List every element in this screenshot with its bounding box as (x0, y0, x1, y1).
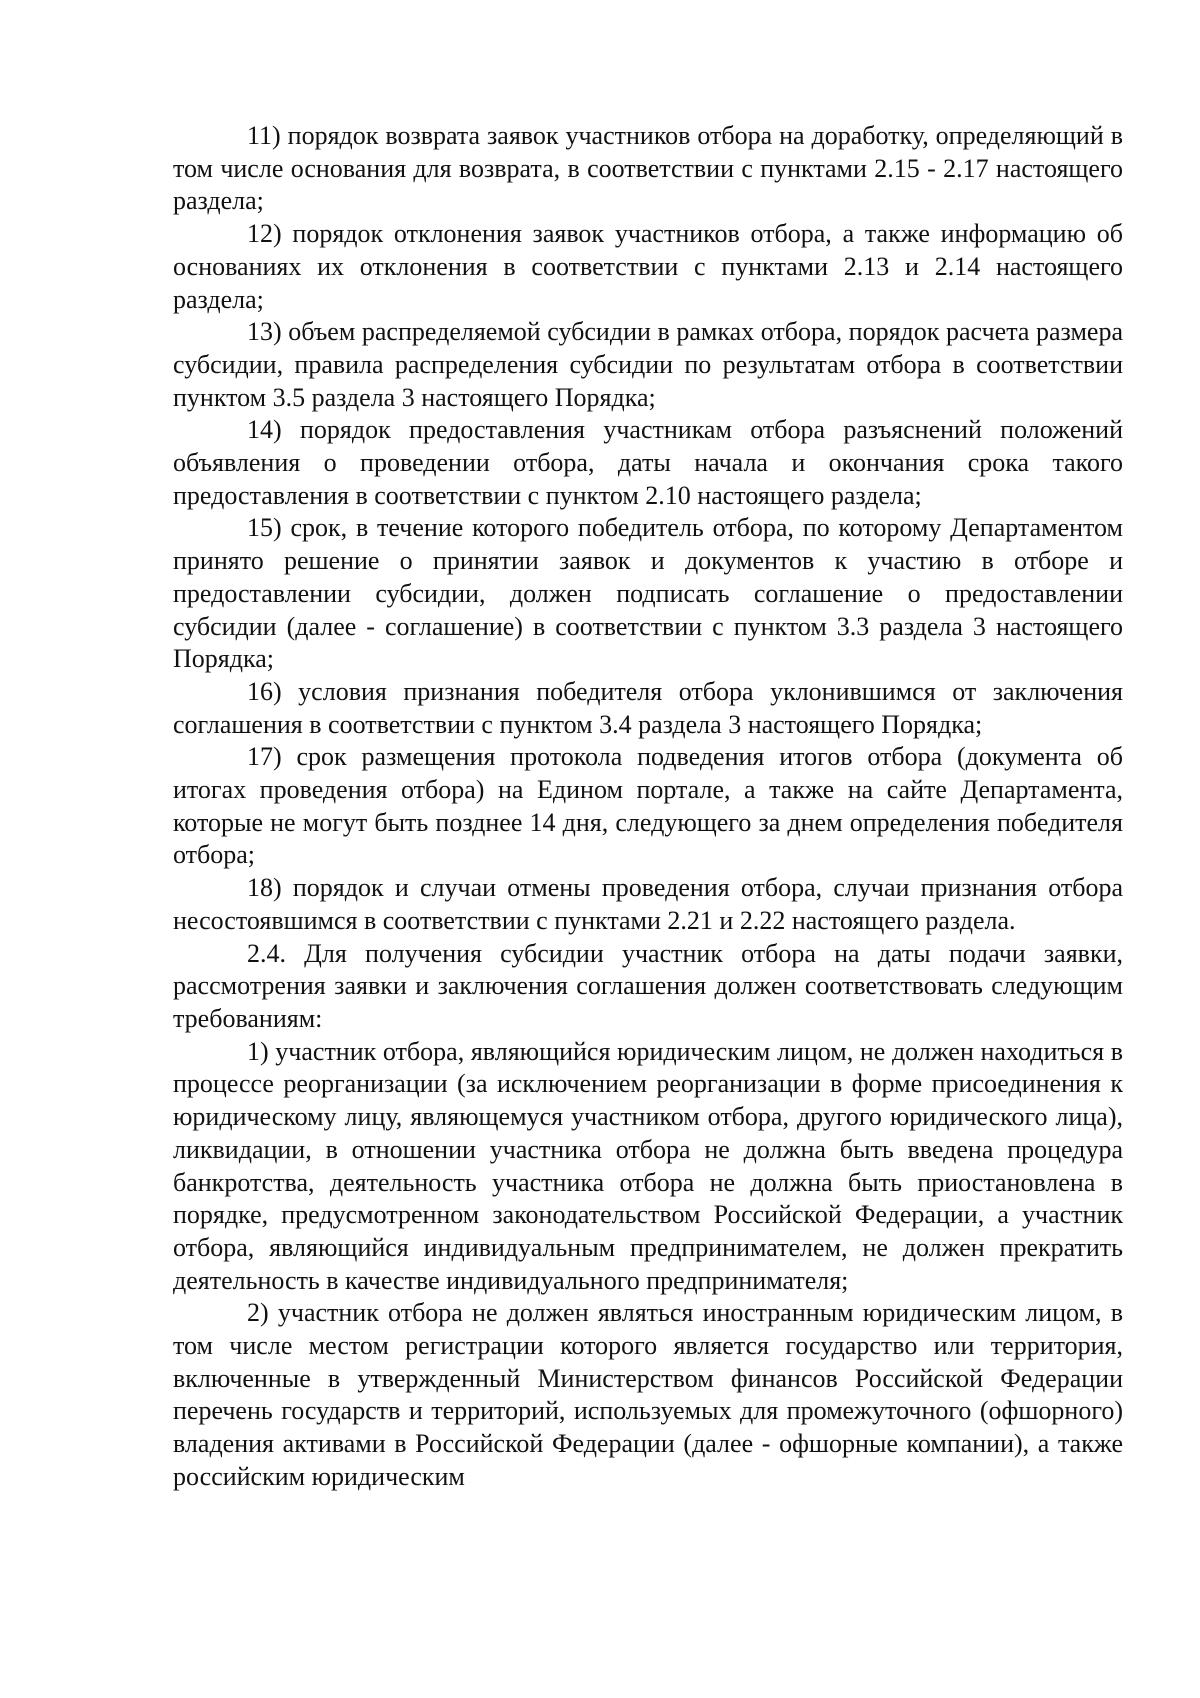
paragraph-item-15: 15) срок, в течение которого победитель отбора, по которому Департаментом принято решение о принятии заявок и документов к участию в отборе и предоставлении субсидии, должен подписать соглашение о предоставлении субсидии (далее - соглашение) в соответствии с пунктом 3.3 раздела 3 настоящего Порядка; (173, 513, 1123, 674)
paragraph-item-18: 18) порядок и случаи отмены проведения отбора, случаи признания отбора несостоявшимся в соответствии с пунктами 2.21 и 2.22 настоящего раздела. (173, 873, 1123, 935)
paragraph-requirement-1: 1) участник отбора, являющийся юридическим лицом, не должен находиться в процессе реорганизации (за исключением реорганизации в форме присоединения к юридическому лицу, являющемуся участником отбора, другого юридического лица), ликвидации, в отношении участника отбора не должна быть введена процедура банкротства, деятельность участника отбора не должна быть приостановлена в порядке, предусмотренном законодательством Российской Федерации, а участник отбора, являющийся индивидуальным предпринимателем, не должен прекратить деятельность в качестве индивидуального предпринимателя; (173, 1036, 1123, 1295)
paragraph-item-13: 13) объем распределяемой субсидии в рамках отбора, порядок расчета размера субсидии, правила распределения субсидии по результатам отбора в соответствии пунктом 3.5 раздела 3 настоящего Порядка; (173, 317, 1123, 412)
paragraph-item-11: 11) порядок возврата заявок участников отбора на доработку, определяющий в том числе основания для возврата, в соответствии с пунктами 2.15 - 2.17 настоящего раздела; (173, 121, 1123, 216)
paragraph-section-2-4: 2.4. Для получения субсидии участник отбора на даты подачи заявки, рассмотрения заявки и заключения соглашения должен соответствовать следующим требованиям: (173, 938, 1123, 1033)
paragraph-item-16: 16) условия признания победителя отбора уклонившимся от заключения соглашения в соответствии с пунктом 3.4 раздела 3 настоящего Порядка; (173, 676, 1123, 739)
paragraph-requirement-2: 2) участник отбора не должен являться иностранным юридическим лицом, в том числе местом регистрации которого является государство или территория, включенные в утвержденный Министерством финансов Российской Федерации перечень государств и территорий, используемых для промежуточного (офшорного) владения активами в Российской Федерации (далее - офшорные компании), а также российским юридическим (173, 1298, 1123, 1491)
paragraph-item-12: 12) порядок отклонения заявок участников отбора, а также информацию об основаниях их отклонения в соответствии с пунктами 2.13 и 2.14 настоящего раздела; (173, 219, 1123, 314)
document-page (173, 120, 1123, 1494)
paragraph-item-14: 14) порядок предоставления участникам отбора разъяснений положений объявления о проведении отбора, даты начала и окончания срока такого предоставления в соответствии с пунктом 2.10 настоящего раздела; (173, 415, 1123, 510)
paragraph-item-17: 17) срок размещения протокола подведения итогов отбора (документа об итогах проведения отбора) на Едином портале, а также на сайте Департамента, которые не могут быть позднее 14 дня, следующего за днем определения победителя отбора; (173, 742, 1123, 870)
